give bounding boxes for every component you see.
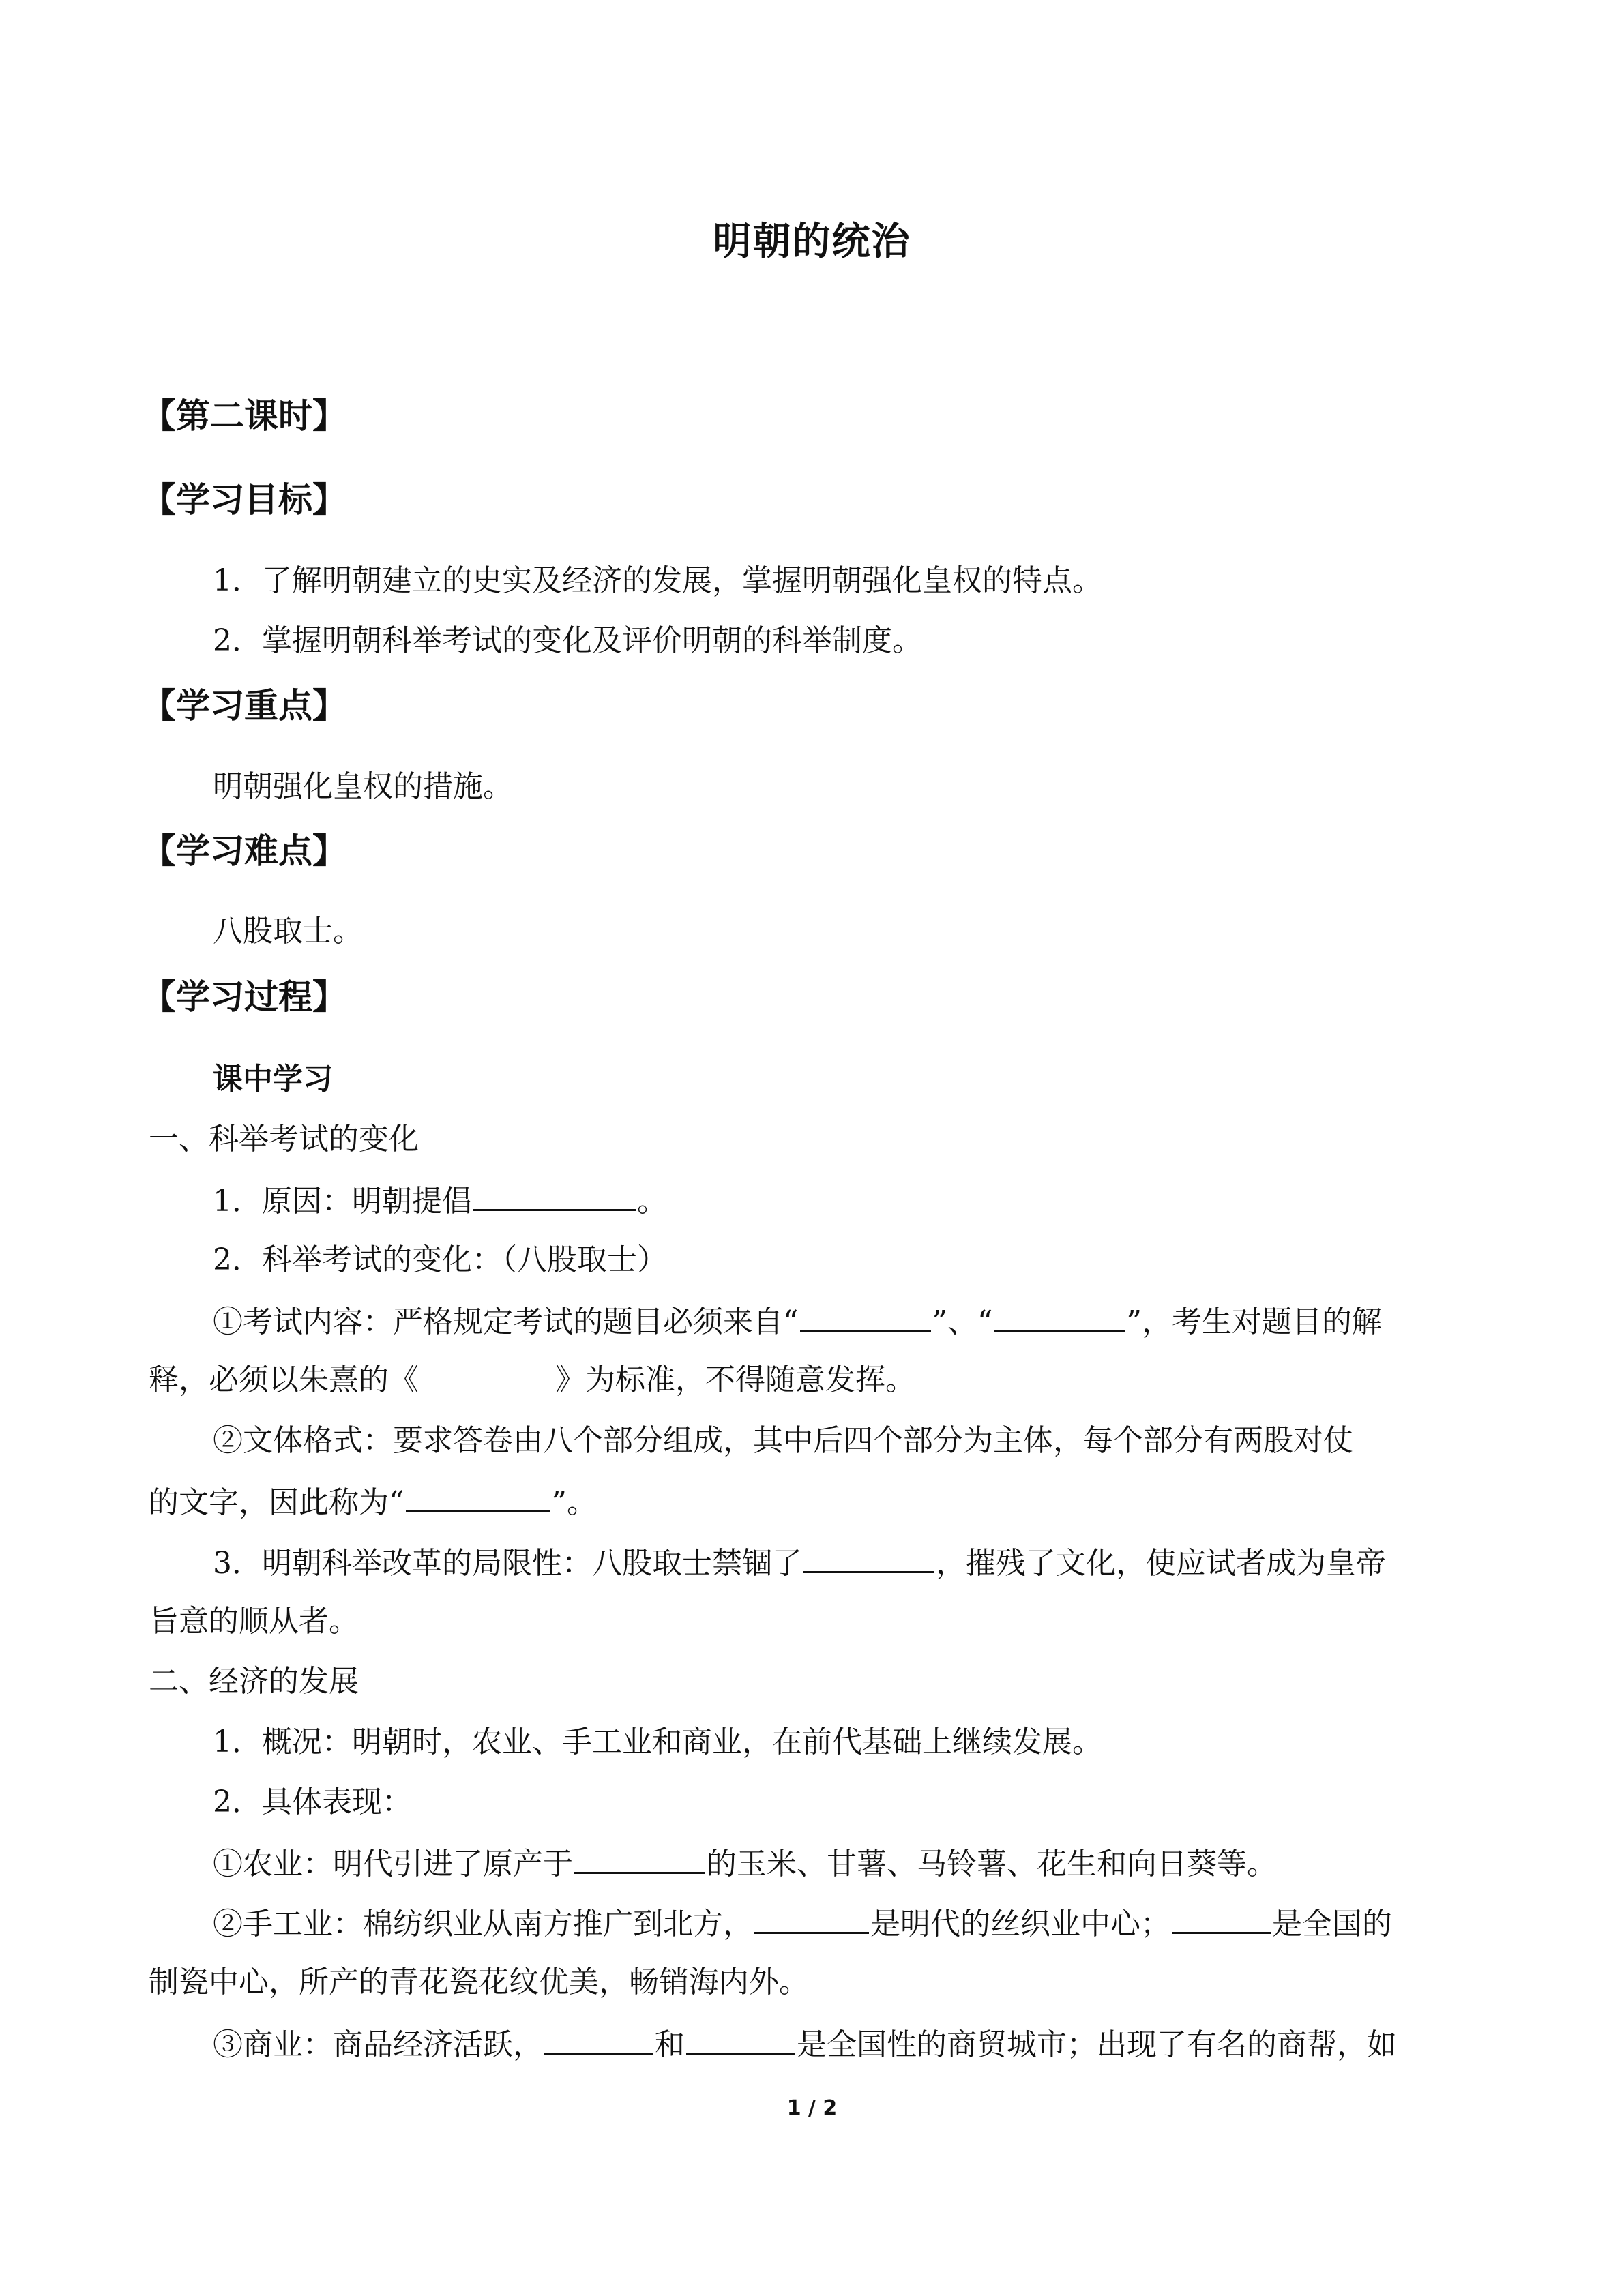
content-line-2 — [149, 1360, 915, 1401]
difficulty-text: 八股取士。 — [213, 914, 363, 949]
page-title: 明朝的统治 — [713, 220, 911, 264]
handicraft-line-1 — [213, 1902, 1392, 1945]
heading-difficulties: 【学习难点】 — [142, 831, 346, 871]
blank-field[interactable] — [473, 1179, 636, 1211]
limit-text-a: 3．明朝科举改革的局限性：八股取士禁锢了 — [213, 1546, 802, 1581]
blank-field[interactable] — [574, 1842, 705, 1874]
objective-item-1: 1．了解明朝建立的史实及经济的发展，掌握明朝强化皇权的特点。 — [213, 563, 1102, 598]
content2-text-a: 释，必须以朱熹的《 — [149, 1362, 419, 1397]
format2-text-a: 的文字，因此称为“ — [149, 1485, 404, 1520]
format-line-2 — [149, 1480, 597, 1523]
process-subheading: 课中学习 — [213, 1062, 333, 1097]
reason-text-b: 。 — [637, 1184, 667, 1219]
blank-field[interactable] — [406, 1480, 550, 1512]
limit-line-1 — [213, 1541, 1386, 1584]
content-text-a: ①考试内容：严格规定考试的题目必须来自“ — [213, 1304, 799, 1339]
page-number: 1 / 2 — [786, 2096, 838, 2120]
heading-key-points: 【学习重点】 — [142, 686, 346, 726]
agriculture-line — [213, 1842, 1277, 1885]
commerce-text-b: 和 — [655, 2027, 685, 2062]
overview-line: 1．概况：明朝时，农业、手工业和商业，在前代基础上继续发展。 — [213, 1725, 1102, 1759]
key-point-text: 明朝强化皇权的措施。 — [213, 769, 513, 804]
change-title: 2．科举考试的变化：（八股取士） — [213, 1242, 667, 1277]
commerce-text-c: 是全国性的商贸城市；出现了有名的商帮，如 — [797, 2027, 1397, 2062]
blank-field[interactable] — [544, 2023, 653, 2055]
reason-text-a: 1．原因：明朝提倡 — [213, 1184, 472, 1219]
agri-text-a: ①农业：明代引进了原产于 — [213, 1847, 573, 1881]
blank-field[interactable] — [800, 1300, 931, 1332]
agri-text-b: 的玉米、甘薯、马铃薯、花生和向日葵等。 — [707, 1847, 1277, 1881]
blank-field[interactable] — [754, 1902, 869, 1934]
specific-title: 2．具体表现： — [213, 1785, 412, 1819]
content2-text-b: 》为标准，不得随意发挥。 — [555, 1362, 915, 1397]
section1-title: 一、科举考试的变化 — [149, 1122, 419, 1157]
blank-field[interactable] — [686, 2023, 795, 2055]
format-line-1: ②文体格式：要求答卷由八个部分组成，其中后四个部分为主体，每个部分有两股对仗 — [213, 1423, 1353, 1458]
blank-field[interactable] — [803, 1541, 934, 1573]
craft-text-a: ②手工业：棉纺织业从南方推广到北方， — [213, 1907, 753, 1941]
heading-lesson: 【第二课时】 — [142, 396, 346, 436]
blank-field[interactable] — [1172, 1902, 1271, 1934]
objective-item-2: 2．掌握明朝科举考试的变化及评价明朝的科举制度。 — [213, 623, 922, 658]
craft-text-c: 是全国的 — [1272, 1907, 1392, 1941]
content-text-b: ”、“ — [932, 1304, 993, 1339]
handicraft-line-2: 制瓷中心，所产的青花瓷花纹优美，畅销海内外。 — [149, 1965, 809, 1999]
limit-line-2: 旨意的顺从者。 — [149, 1604, 359, 1639]
limit-text-b: ，摧残了文化，使应试者成为皇帝 — [936, 1546, 1386, 1581]
content-line-1 — [213, 1300, 1382, 1343]
heading-process: 【学习过程】 — [142, 977, 346, 1017]
commerce-line — [213, 2023, 1397, 2066]
blank-field[interactable] — [994, 1300, 1125, 1332]
section2-title: 二、经济的发展 — [149, 1664, 359, 1699]
heading-objectives: 【学习目标】 — [142, 480, 346, 520]
craft-text-b: 是明代的丝织业中心； — [870, 1907, 1170, 1941]
commerce-text-a: ③商业：商品经济活跃， — [213, 2027, 543, 2062]
reason-line — [213, 1179, 667, 1222]
content-text-c: ”，考生对题目的解 — [1126, 1304, 1382, 1339]
format2-text-b: ”。 — [551, 1485, 597, 1520]
